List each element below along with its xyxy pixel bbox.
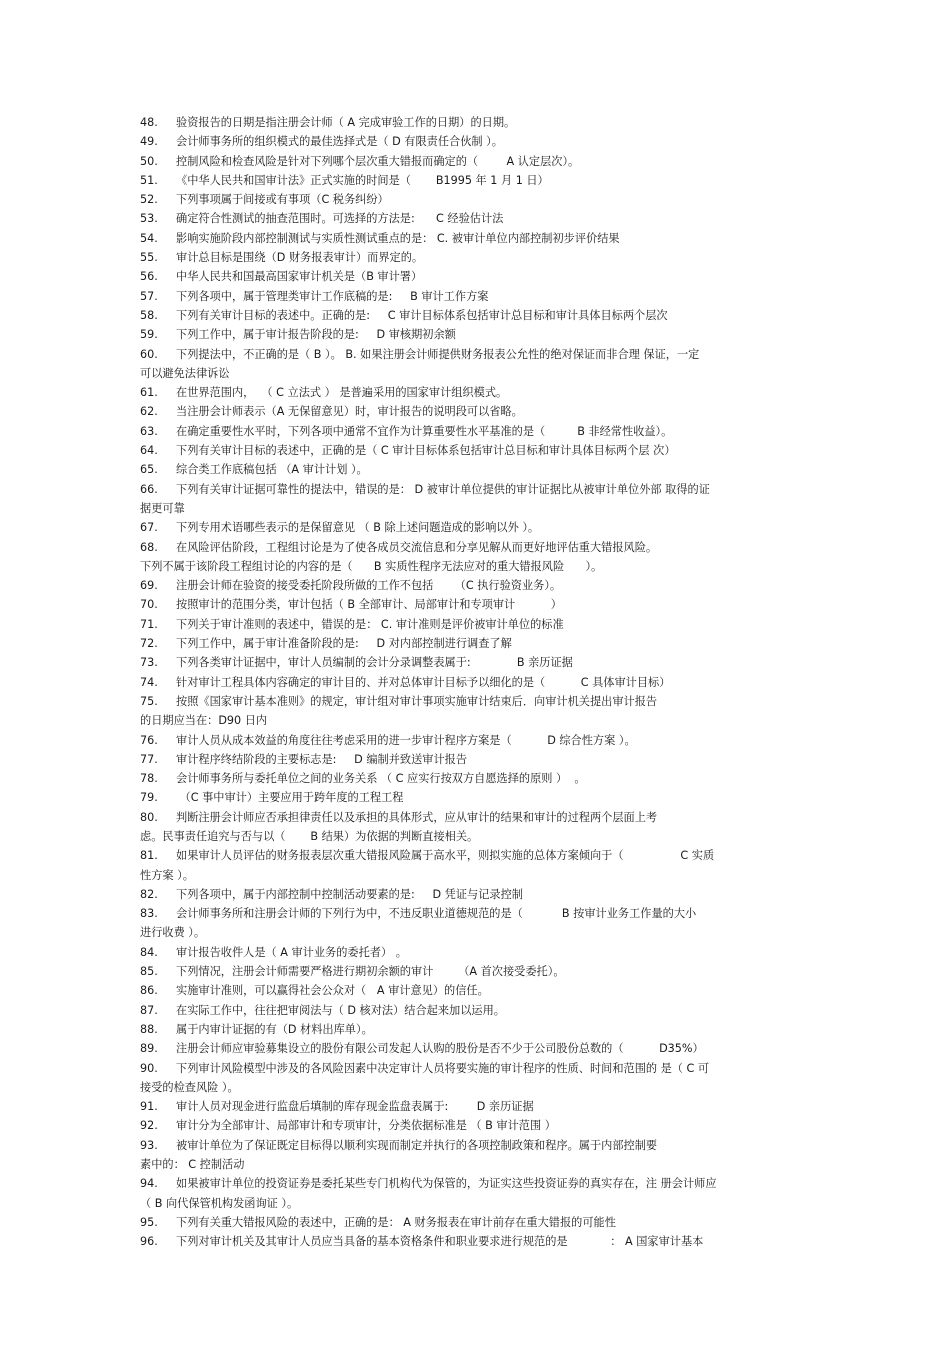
question-item	[140, 152, 805, 171]
question-text: 确定符合性测试的抽查范围时。可选择的方法是: C 经验估计法	[176, 212, 504, 226]
question-item	[140, 634, 805, 653]
question-number: 91.	[140, 1100, 158, 1114]
question-text: 下列各项中，属于管理类审计工作底稿的是: B 审计工作方案	[176, 289, 489, 303]
question-item	[140, 171, 805, 190]
question-text: 在确定重要性水平时，下列各项中通常不宜作为计算重要性水平基准的是（ B 非经常性收益）。	[176, 424, 673, 438]
question-text: 下列关于审计准则的表述中，错误的是： C. 审计准则是评价被审计单位的标准	[176, 617, 564, 631]
question-item	[140, 209, 805, 228]
question-text: 在世界范围内， （ C 立法式 ） 是普遍采用的国家审计组织模式。	[176, 386, 508, 400]
question-number: 96.	[140, 1235, 158, 1249]
question-text: 针对审计工程具体内容确定的审计目的、并对总体审计目标予以细化的是（ C 具体审计目标）	[176, 675, 671, 689]
question-number: 50.	[140, 154, 158, 168]
question-number: 65.	[140, 463, 158, 477]
question-item	[140, 981, 805, 1000]
question-text: 判断注册会计师应否承担律责任以及承担的具体形式，应从审计的结果和审计的过程两个层面上考	[176, 810, 658, 824]
question-text: 审计人员对现金进行监盘后填制的库存现金监盘表属于: D 亲历证据	[176, 1100, 534, 1114]
question-text-continuation: 据更可靠	[140, 501, 185, 515]
question-item	[140, 1116, 805, 1135]
question-number: 73.	[140, 656, 158, 670]
question-text: 在风险评估阶段，工程组讨论是为了使各成员交流信息和分享见解从而更好地评估重大错报风险。	[176, 540, 658, 554]
question-item	[140, 1059, 805, 1098]
question-number: 72.	[140, 637, 158, 651]
question-text: 审计程序终结阶段的主要标志是: D 编制并致送审计报告	[176, 752, 468, 766]
question-text: 下列提法中，不正确的是（ B ）。 B. 如果注册会计师提供财务报表公允性的绝对保证而非合理 保证，一定	[176, 347, 700, 361]
question-item	[140, 1232, 805, 1251]
question-number: 81.	[140, 849, 158, 863]
question-number: 85.	[140, 965, 158, 979]
question-number: 67.	[140, 521, 158, 535]
question-number: 51.	[140, 173, 158, 187]
question-text: 审计人员从成本效益的角度往往考虑采用的进一步审计程序方案是（ D 综合性方案 ）。	[176, 733, 636, 747]
question-item	[140, 132, 805, 151]
question-item	[140, 943, 805, 962]
question-text: 下列有关审计目标的表述中，正确的是（ C 审计目标体系包括审计总目标和审计具体目标两个层 次）	[176, 444, 676, 458]
question-item	[140, 306, 805, 325]
question-number: 66.	[140, 482, 158, 496]
question-text-continuation: 下列不属于该阶段工程组讨论的内容的是（ B 实质性程序无法应对的重大错报风险 ）。	[140, 559, 603, 573]
question-item	[140, 808, 805, 847]
question-text: 下列事项属于间接或有事项（C 税务纠纷）	[176, 193, 389, 207]
question-text: 会计师事务所和注册会计师的下列行为中，不违反职业道德规范的是（ B 按审计业务工作量的大小	[176, 907, 697, 921]
question-text: 下列有关审计证据可靠性的提法中，错误的是： D 被审计单位提供的审计证据比从被审计单位外部 取得的证	[176, 482, 710, 496]
question-text: 下列对审计机关及其审计人员应当具备的基本资格条件和职业要求进行规范的是 ： A 国家审计基本	[176, 1235, 704, 1249]
question-item	[140, 1097, 805, 1116]
question-text-continuation: 接受的检查风险 ）。	[140, 1080, 239, 1094]
question-item	[140, 1020, 805, 1039]
question-item	[140, 692, 805, 731]
question-number: 64.	[140, 444, 158, 458]
question-text-continuation: 素中的： C 控制活动	[140, 1158, 245, 1172]
question-text: 审计总目标是围绕（D 财务报表审计）而界定的。	[176, 251, 424, 265]
question-item	[140, 673, 805, 692]
question-number: 78.	[140, 772, 158, 786]
question-number: 71.	[140, 617, 158, 631]
question-item	[140, 345, 805, 384]
question-text-continuation: 的日期应当在：D90 日内	[140, 714, 268, 728]
question-number: 49.	[140, 135, 158, 149]
question-item	[140, 248, 805, 267]
question-number: 61.	[140, 386, 158, 400]
question-item	[140, 325, 805, 344]
question-item	[140, 904, 805, 943]
question-item	[140, 1001, 805, 1020]
question-number: 74.	[140, 675, 158, 689]
question-text: 下列专用术语哪些表示的是保留意见 （ B 除上述问题造成的影响以外 ）。	[176, 521, 540, 535]
question-text: 注册会计师应审验募集设立的股份有限公司发起人认购的股份是否不少于公司股份总数的（ D35%）	[176, 1042, 704, 1056]
question-number: 83.	[140, 907, 158, 921]
question-number: 88.	[140, 1022, 158, 1036]
question-number: 68.	[140, 540, 158, 554]
question-number: 48.	[140, 116, 158, 129]
question-number: 77.	[140, 752, 158, 766]
question-item	[140, 576, 805, 595]
question-number: 57.	[140, 289, 158, 303]
question-number: 93.	[140, 1138, 158, 1152]
question-item	[140, 962, 805, 981]
question-text: 下列审计风险模型中涉及的各风险因素中决定审计人员将要实施的审计程序的性质、时间和范围的 是（ C 可	[176, 1061, 710, 1075]
question-text: 审计报告收件人是（ A 审计业务的委托者） 。	[176, 945, 407, 959]
question-list	[140, 113, 805, 1252]
question-number: 80.	[140, 810, 158, 824]
question-number: 82.	[140, 887, 158, 901]
question-text: 下列工作中，属于审计报告阶段的是: D 审核期初余额	[176, 328, 456, 342]
question-text: 会计师事务所的组织模式的最佳选择式是（ D 有限责任合伙制 ）。	[176, 135, 503, 149]
question-number: 59.	[140, 328, 158, 342]
question-text-continuation: （ B 向代保管机构发函询证 ）。	[140, 1196, 299, 1210]
question-item	[140, 750, 805, 769]
question-text: 注册会计师在验资的接受委托阶段所做的工作不包括 （C 执行验资业务）。	[176, 579, 562, 593]
question-number: 92.	[140, 1119, 158, 1133]
question-item	[140, 538, 805, 577]
question-number: 63.	[140, 424, 158, 438]
question-number: 94.	[140, 1177, 158, 1191]
question-item	[140, 480, 805, 519]
question-text: 影响实施阶段内部控制测试与实质性测试重点的是： C. 被审计单位内部控制初步评价结果	[176, 231, 620, 245]
question-item	[140, 460, 805, 479]
question-item	[140, 267, 805, 286]
question-item	[140, 1136, 805, 1175]
question-text: 验资报告的日期是指注册会计师（ A 完成审验工作的日期）的日期。	[176, 116, 516, 129]
question-text: 属于内审计证据的有（D 材料出库单）。	[176, 1022, 373, 1036]
question-text-continuation: 进行收费 ）。	[140, 926, 206, 940]
question-item	[140, 1039, 805, 1058]
question-number: 75.	[140, 694, 158, 708]
question-text: 会计师事务所与委托单位之间的业务关系 （ C 应实行按双方自愿选择的原则 ） 。	[176, 772, 586, 786]
question-number: 84.	[140, 945, 158, 959]
question-text: 下列情况，注册会计师需要严格进行期初余额的审计 （A 首次接受委托）。	[176, 965, 565, 979]
question-item	[140, 190, 805, 209]
question-number: 54.	[140, 231, 158, 245]
question-text: 下列各项中，属于内部控制中控制活动要素的是: D 凭证与记录控制	[176, 887, 523, 901]
question-item	[140, 402, 805, 421]
question-text-continuation: 可以避免法律诉讼	[140, 366, 230, 380]
question-item	[140, 788, 805, 807]
question-item	[140, 441, 805, 460]
question-item	[140, 653, 805, 672]
question-number: 86.	[140, 984, 158, 998]
question-number: 55.	[140, 251, 158, 265]
question-text: 按照审计的范围分类，审计包括（ B 全部审计、局部审计和专项审计 ）	[176, 598, 562, 612]
question-number: 90.	[140, 1061, 158, 1075]
question-text: 综合类工作底稿包括 （A 审计计划 ）。	[176, 463, 368, 477]
question-number: 53.	[140, 212, 158, 226]
question-number: 62.	[140, 405, 158, 419]
question-number: 69.	[140, 579, 158, 593]
question-text: 被审计单位为了保证既定目标得以顺利实现而制定并执行的各项控制政策和程序。属于内部控制要	[176, 1138, 658, 1152]
question-text: 下列有关审计目标的表述中。正确的是: C 审计目标体系包括审计总目标和审计具体目标两个层次	[176, 308, 668, 322]
question-text: 按照《国家审计基本准则》的规定，审计组对审计事项实施审计结束后．向审计机关提出审计报告	[176, 694, 658, 708]
question-number: 58.	[140, 308, 158, 322]
question-item	[140, 383, 805, 402]
question-item	[140, 518, 805, 537]
question-text: 下列有关重大错报风险的表述中，正确的是： A 财务报表在审计前存在重大错报的可能性	[176, 1215, 616, 1229]
question-text-continuation: 虑。民事责任追究与否与以（ B 结果）为依据的判断直接相关。	[140, 829, 479, 843]
question-text: 《中华人民共和国审计法》正式实施的时间是（ B1995 年 1 月 1 日）	[176, 173, 549, 187]
question-text: 如果被审计单位的投资证券是委托某些专门机构代为保管的，为证实这些投资证券的真实存在，注 册会计师应	[176, 1177, 717, 1191]
question-text: 实施审计准则，可以赢得社会公众对（ A 审计意见）的信任。	[176, 984, 489, 998]
question-text: （C 事中审计）主要应用于跨年度的工程工程	[176, 791, 404, 805]
question-text: 下列工作中，属于审计准备阶段的是: D 对内部控制进行调查了解	[176, 637, 512, 651]
question-item	[140, 769, 805, 788]
question-text: 在实际工作中，往往把审阅法与（ D 核对法）结合起来加以运用。	[176, 1003, 505, 1017]
question-number: 89.	[140, 1042, 158, 1056]
question-text: 如果审计人员评估的财务报表层次重大错报风险属于高水平，则拟实施的总体方案倾向于（ C 实质	[176, 849, 715, 863]
question-text: 当注册会计师表示（A 无保留意见）时，审计报告的说明段可以省略。	[176, 405, 523, 419]
question-item	[140, 595, 805, 614]
question-text: 审计分为全部审计、局部审计和专项审计，分类依据标准是 （ B 审计范围 ）	[176, 1119, 556, 1133]
question-item	[140, 287, 805, 306]
question-item	[140, 731, 805, 750]
question-item	[140, 885, 805, 904]
question-number: 87.	[140, 1003, 158, 1017]
question-text: 下列各类审计证据中，审计人员编制的会计分录调整表属于: B 亲历证据	[176, 656, 573, 670]
question-number: 52.	[140, 193, 158, 207]
question-text: 中华人民共和国最高国家审计机关是（B 审计署）	[176, 270, 423, 284]
question-number: 70.	[140, 598, 158, 612]
question-number: 56.	[140, 270, 158, 284]
question-number: 95.	[140, 1215, 158, 1229]
question-item	[140, 113, 805, 132]
question-item	[140, 615, 805, 634]
question-number: 79.	[140, 791, 158, 805]
question-number: 76.	[140, 733, 158, 747]
question-item	[140, 422, 805, 441]
question-number: 60.	[140, 347, 158, 361]
question-item	[140, 1174, 805, 1213]
question-item	[140, 229, 805, 248]
question-text: 控制风险和检查风险是针对下列哪个层次重大错报而确定的（ A 认定层次）。	[176, 154, 580, 168]
question-item	[140, 1213, 805, 1232]
question-item	[140, 846, 805, 885]
question-text-continuation: 性方案 ）。	[140, 868, 194, 882]
